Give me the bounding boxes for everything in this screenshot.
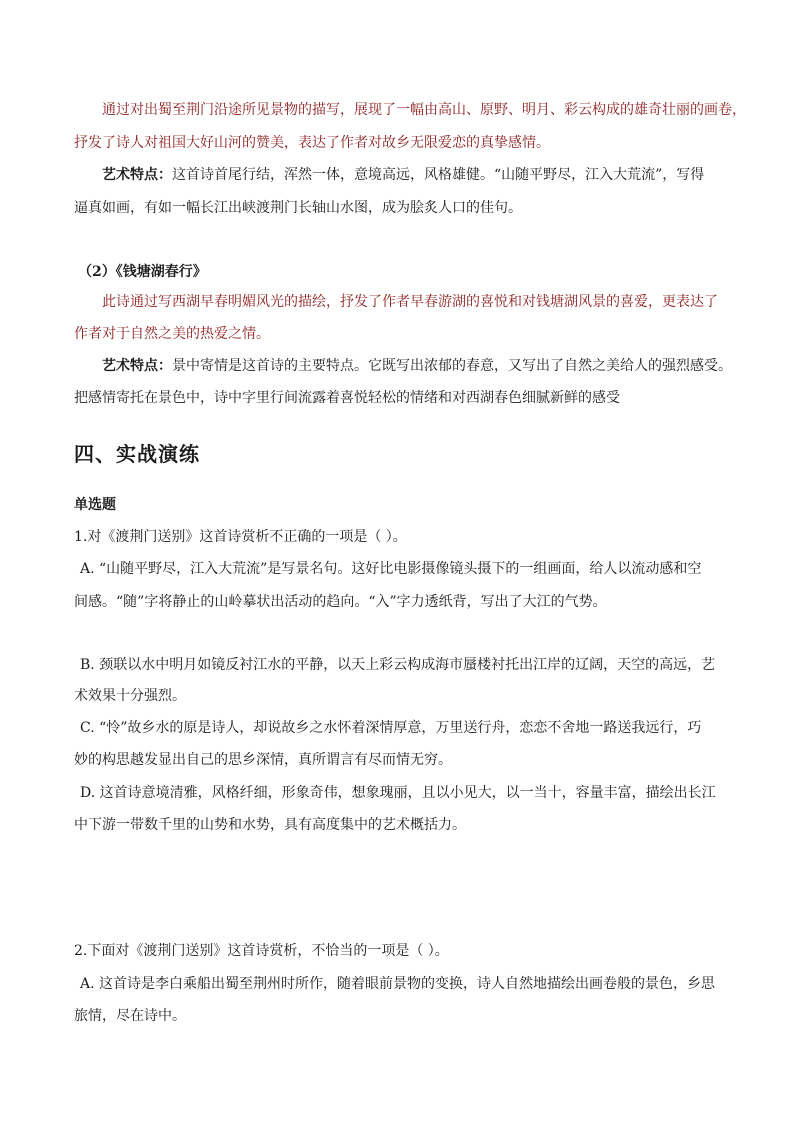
question-1-stem: 1.对《渡荆门送别》这首诗赏析不正确的一项是（ ）。 bbox=[74, 529, 407, 545]
question-2-stem: 2.下面对《渡荆门送别》这首诗赏析，不恰当的一项是（ ）。 bbox=[74, 943, 449, 959]
question-2-option-a-line-1: A. 这首诗是李白乘船出蜀至荆州时所作，随着眼前景物的变换，诗人自然地描绘出画卷般的景色，乡思 bbox=[80, 976, 716, 992]
poem-title-2: （2）《钱塘湖春行》 bbox=[78, 264, 207, 280]
question-1-option-d-line-2: 中下游一带数千里的山势和水势，具有高度集中的艺术概括力。 bbox=[74, 817, 466, 833]
question-2-option-a-line-2: 旅情，尽在诗中。 bbox=[74, 1008, 186, 1024]
summary-1-line-1: 通过对出蜀至荆门沿途所见景物的描写，展现了一幅由高山、原野、明月、彩云构成的雄奇壮丽的画卷， bbox=[102, 102, 746, 118]
art-feature-text: 景中寄情是这首诗的主要特点。它既写出浓郁的春意，又写出了自然之美给人的强烈感受。 bbox=[172, 358, 732, 374]
question-1-option-d-line-1: D. 这首诗意境清雅，风格纤细，形象奇伟，想象瑰丽，且以小见大，以一当十，容量丰富，描绘出长江 bbox=[80, 785, 716, 801]
art-feature-2-line-1 bbox=[102, 356, 732, 376]
question-1-option-b-line-1: B. 颈联以水中明月如镜反衬江水的平静，以天上彩云构成海市蜃楼衬托出江岸的辽阔，天空的高远，艺 bbox=[80, 657, 716, 673]
art-feature-2-line-2: 把感情寄托在景色中，诗中字里行间流露着喜悦轻松的情绪和对西湖春色细腻新鲜的感受 bbox=[74, 390, 620, 406]
summary-1-line-2: 抒发了诗人对祖国大好山河的赞美，表达了作者对故乡无限爱恋的真挚感情。 bbox=[74, 135, 550, 151]
section-heading: 四、实战演练 bbox=[74, 442, 200, 466]
art-feature-1-line-2: 逼真如画，有如一幅长江出峡渡荆门长轴山水图，成为脍炙人口的佳句。 bbox=[74, 200, 522, 216]
summary-2-line-1: 此诗通过写西湖早春明媚风光的描绘，抒发了作者早春游湖的喜悦和对钱塘湖风景的喜爱，更表达了 bbox=[102, 294, 718, 310]
question-1-option-a-line-1: A. “山随平野尽，江入大荒流”是写景名句。这好比电影摄像镜头摄下的一组画面，给人以流动感和空 bbox=[80, 561, 702, 577]
question-1-option-b-line-2: 术效果十分强烈。 bbox=[74, 688, 186, 704]
art-feature-1-line-1 bbox=[102, 165, 704, 185]
art-feature-label: 艺术特点： bbox=[102, 167, 172, 183]
art-feature-text: 这首诗首尾行结，浑然一体，意境高远，风格雄健。“山随平野尽，江入大荒流”，写得 bbox=[172, 167, 705, 183]
art-feature-label: 艺术特点： bbox=[102, 358, 172, 374]
question-1-option-c-line-1: C. “怜”故乡水的原是诗人，却说故乡之水怀着深情厚意，万里送行舟，恋恋不舍地一路送我远行，巧 bbox=[80, 720, 702, 736]
question-1-option-a-line-2: 间感。“随”字将静止的山岭摹状出活动的趋向。“入”字力透纸背，写出了大江的气势。 bbox=[74, 594, 607, 610]
summary-2-line-2: 作者对于自然之美的热爱之情。 bbox=[74, 326, 270, 342]
question-1-option-c-line-2: 妙的构思越发显出自己的思乡深情，真所谓言有尽而情无穷。 bbox=[74, 752, 452, 768]
question-type-heading: 单选题 bbox=[74, 497, 116, 513]
